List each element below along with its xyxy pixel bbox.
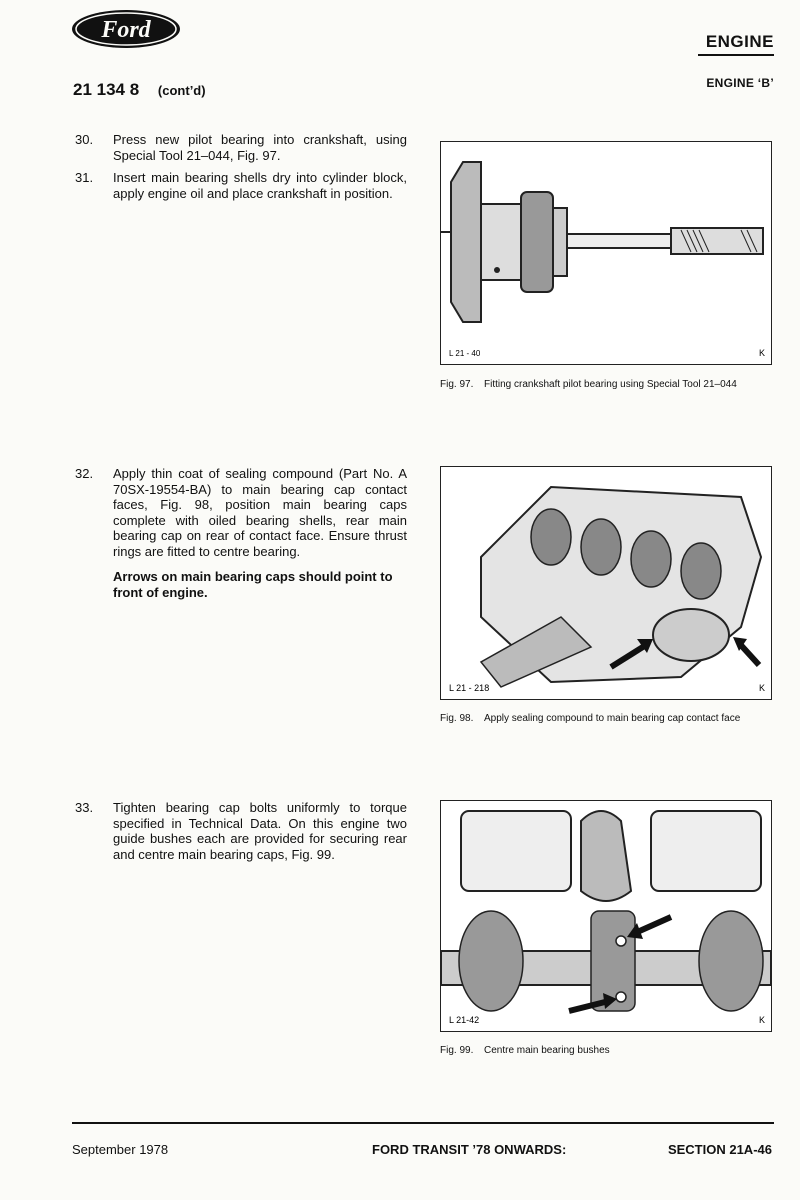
section-continued: (cont’d): [157, 83, 206, 98]
figure-caption: Fitting crankshaft pilot bearing using Special Tool 21–044: [484, 379, 737, 390]
page-subtitle: ENGINE ‘B’: [706, 76, 774, 90]
header-divider: [698, 54, 774, 56]
figure-corner-mark: K: [759, 683, 766, 693]
footer-model: FORD TRANSIT ’78 ONWARDS:: [372, 1142, 567, 1157]
figure-ref: L 21 - 40: [449, 349, 481, 358]
engine-block-illustration: [441, 467, 771, 699]
step-number: 32.: [75, 466, 94, 481]
main-bearing-bushes-illustration: [441, 801, 771, 1031]
figure-caption: Centre main bearing bushes: [484, 1045, 610, 1056]
figure-corner-mark: K: [759, 1015, 766, 1025]
footer-section: SECTION 21A-46: [667, 1142, 772, 1157]
figure-ref: L 21-42: [449, 1015, 480, 1025]
step-text: Tighten bearing cap bolts uniformly to torque specified in Technical Data. On this engine two guide bushes each are provided for securing rear and centre main bearing caps, Fig. 99.: [113, 800, 407, 862]
footer-date: September 1978: [72, 1142, 169, 1157]
section-heading: [73, 80, 206, 100]
step-number: 31.: [75, 170, 94, 185]
figure-number: Fig. 97.: [440, 379, 474, 390]
step-number: 33.: [75, 800, 94, 815]
figure-corner-mark: K: [759, 348, 766, 358]
figure-97: [440, 141, 772, 365]
step-number: 30.: [75, 132, 94, 147]
step-31: [75, 170, 407, 201]
step-text: Press new pilot bearing into crankshaft, using Special Tool 21–044, Fig. 97.: [113, 132, 407, 163]
figure-97-caption: [440, 378, 760, 391]
section-number: 21 134 8: [73, 80, 140, 99]
footer-divider: [72, 1122, 774, 1124]
step-text: Apply thin coat of sealing compound (Part No. A 70SX-19554-BA) to main bearing cap contact faces, Fig. 98, position main bearing caps complete with oiled bearing shells, rear main bearing cap on rear of contact face. Ensure thrust rings are fitted to centre bearing.: [113, 466, 407, 559]
page-title: ENGINE: [705, 32, 774, 51]
step-30: [75, 132, 407, 163]
step-33: [75, 800, 407, 862]
figure-number: Fig. 98.: [440, 713, 474, 724]
ford-logo-text: Ford: [101, 17, 151, 43]
step-text: Insert main bearing shells dry into cylinder block, apply engine oil and place crankshaft in position.: [113, 170, 407, 201]
figure-98: [440, 466, 772, 700]
figure-98-caption: [440, 712, 770, 725]
step-note: Arrows on main bearing caps should point to front of engine.: [113, 569, 393, 600]
step-32: [75, 466, 407, 600]
figure-99: [440, 800, 772, 1032]
figure-number: Fig. 99.: [440, 1045, 474, 1056]
figure-ref: L 21 - 218: [449, 683, 490, 693]
figure-caption: Apply sealing compound to main bearing cap contact face: [484, 713, 741, 724]
pilot-bearing-tool-illustration: [441, 142, 771, 364]
figure-99-caption: [440, 1044, 770, 1057]
ford-logo: [70, 8, 182, 50]
